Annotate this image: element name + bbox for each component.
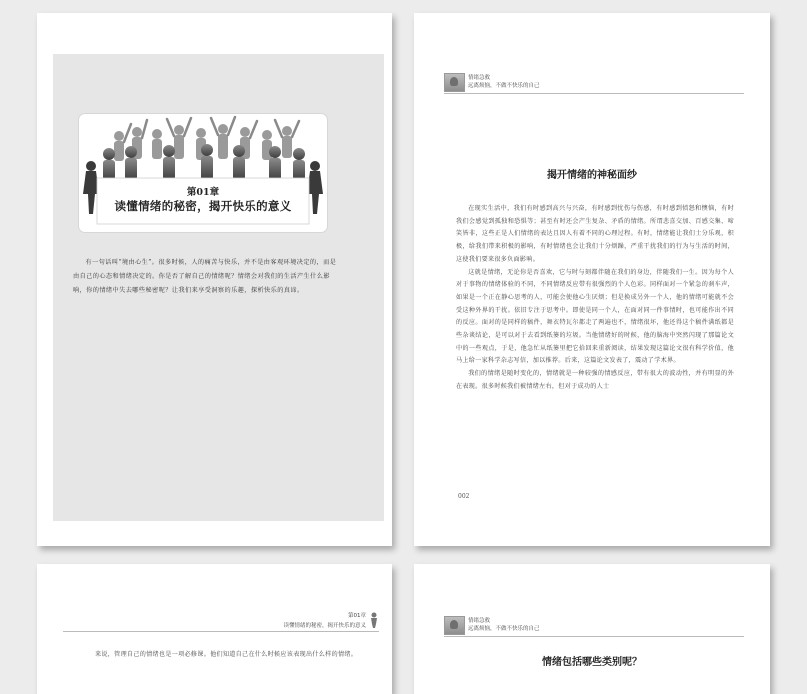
chapter-intro: 有一句话叫“境由心生”。很多时候，人的痛苦与快乐，并不是由客观环境决定的，而是由自己的心态和情绪决定的。你是否了解自己的情绪呢？情绪会对我们的生活产生什么影响，你的情绪中失去哪些秘密呢？让我们来享受洞察的乐趣，探析快乐的真谛。 xyxy=(73,259,337,294)
header-rule xyxy=(444,636,744,637)
chapter-opening-page xyxy=(37,13,392,546)
book-thumbnail-icon xyxy=(444,616,465,635)
header-rule xyxy=(444,93,744,94)
running-head-right xyxy=(283,611,366,629)
chapter-title: 读懂情绪的秘密，揭开快乐的意义 xyxy=(114,199,292,213)
running-head-chapter: 第01章 xyxy=(348,613,366,619)
section-title: 揭开情绪的神秘面纱 xyxy=(547,170,637,181)
running-head-book: 情绪急救 xyxy=(468,618,491,624)
running-head-chapter-title: 读懂情绪的秘密，揭开快乐的意义 xyxy=(283,623,366,629)
section-title: 情绪包括哪些类别呢？ xyxy=(542,657,642,668)
paragraph: 在现实生活中，我们有时感到高兴与兴奋，有时感到忧伤与伤感，有时感到愤怒和懊恼，有时我们会感觉到孤独和恐惧等；甚至有时还会产生复杂、矛盾的情绪。所谓悲喜交加、百感交集、啼笑皆非，这些正是人们情绪的表达且因人有着不同的心理过程。有时，情绪能让我们士分乐观，积极，给我们带来积极的影响，有时情绪也会让我们十分烦躁，严重干扰我们的行为与生活的时间，这使我们要来很多负面影响。 xyxy=(456,205,734,263)
page-number: 002 xyxy=(458,493,470,500)
chapter-number: 第01章 xyxy=(186,187,220,198)
crowd-illustration xyxy=(79,114,327,232)
text-page xyxy=(414,13,770,546)
header-rule xyxy=(63,631,379,632)
running-head-book: 情绪急救 xyxy=(468,75,491,81)
body-text: 来说，管理自己的情绪也是一项必修课。他们知道自己在什么时候应该表现出什么样的情绪。 xyxy=(95,651,358,658)
chapter-banner xyxy=(79,114,327,232)
paragraph: 这就是情绪，无论你是否喜欢，它与时与刻都伴随在我们的身边，伴随我们一生。因为每个人对于事物的情绪体验的不同，不同情绪反应带有很强烈的个人色彩。同样面对一个紧急的刹车声，如果是一个正在静心思考的人，可能会使他心生厌烦；但是换成另外一个人，他的情绪可能就不会受这种外界的干扰。依旧专注于思考中。即使是同一个人，在面对同一件事情时，也可能作出不同的反应。面对的是同样的稿件，舞衣特瓦尔都走了两遍也不，情绪很坏，他还得这个稿件满纸都是些杂谈结论，是可以对于去看到纸篓的垃圾。当他情绪好的时候，他的脑海中突然闪现了那篇论文中的一些观点，于是，他急忙从纸篓里把它拾回来重新阅读，结果发现这篇论文很有科学价值，他马上给一家科学杂志写信，加以推荐。后来，这篇论文发表了，震动了学术界。 xyxy=(456,268,734,365)
paragraph: 我们的情绪是随时变化的，情绪就是一种较强的情感反应，带有很大的波动性，并有明显的外在表现。很多时候我们被情绪左右，但对于成功的人士 xyxy=(456,370,734,390)
next-section-page xyxy=(414,564,770,694)
body-text xyxy=(456,203,734,394)
continued-page xyxy=(37,564,392,694)
figure-icon xyxy=(368,612,380,628)
book-thumbnail-icon xyxy=(444,73,465,92)
running-head-subtitle: 远离烦恼，不做不快乐的自己 xyxy=(468,83,540,89)
running-head-subtitle: 远离烦恼，不做不快乐的自己 xyxy=(468,626,540,632)
